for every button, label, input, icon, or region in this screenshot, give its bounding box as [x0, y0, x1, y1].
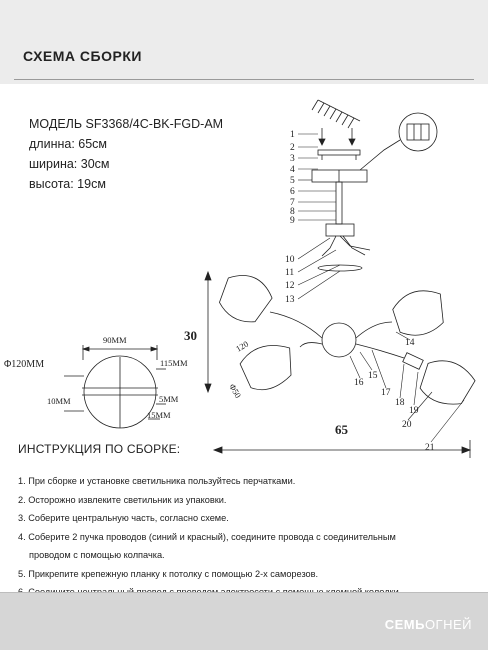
- instruction-step: 1. При сборке и установке светильника пользуйтесь перчатками.: [18, 476, 296, 486]
- svg-text:8: 8: [290, 207, 295, 217]
- svg-text:115MM: 115MM: [160, 358, 188, 368]
- height-spec: высота: 19см: [29, 177, 106, 191]
- length-spec: длинна: 65см: [29, 137, 108, 151]
- width-spec: ширина: 30см: [29, 157, 110, 171]
- instruction-step: 2. Осторожно извлеките светильник из упаковки.: [18, 494, 227, 505]
- part-labels-top: [285, 130, 295, 305]
- footer-divider: [0, 592, 488, 593]
- svg-text:5MM: 5MM: [159, 394, 179, 404]
- svg-text:11: 11: [285, 268, 295, 278]
- leader-lines-top: [298, 134, 340, 299]
- svg-text:3: 3: [290, 154, 295, 164]
- mounting-bar: [318, 150, 360, 155]
- svg-text:9: 9: [290, 216, 295, 226]
- svg-text:30: 30: [184, 328, 197, 343]
- svg-text:10: 10: [285, 255, 295, 265]
- svg-text:20: 20: [402, 420, 412, 430]
- center-rod: [336, 182, 342, 224]
- brand-bold: СЕМЬ: [384, 617, 425, 632]
- model-name: МОДЕЛЬ SF3368/4C-BK-FGD-AM: [29, 117, 224, 131]
- svg-text:17: 17: [381, 388, 391, 398]
- terminal-magnifier: [399, 113, 437, 151]
- brand-light: ОГНЕЙ: [424, 617, 472, 632]
- svg-text:90MM: 90MM: [103, 335, 127, 345]
- svg-text:15MM: 15MM: [147, 410, 171, 420]
- svg-text:13: 13: [285, 295, 295, 305]
- detail-dims: [4, 335, 188, 420]
- instruction-step: 5. Прикрепите крепежную планку к потолку с помощью 2-х саморезов.: [18, 568, 319, 579]
- overall-dims: [184, 328, 349, 437]
- svg-text:18: 18: [395, 398, 405, 408]
- svg-text:120: 120: [234, 338, 251, 354]
- connector-box: [326, 224, 354, 236]
- svg-text:65: 65: [335, 422, 348, 437]
- shade-dims: [227, 339, 250, 400]
- svg-text:15: 15: [368, 371, 378, 381]
- svg-text:12: 12: [285, 281, 295, 291]
- page-title: СХЕМА СБОРКИ: [23, 48, 142, 64]
- canopy: [312, 170, 367, 182]
- instructions-list: [18, 472, 401, 602]
- screw-icon: [319, 128, 355, 145]
- svg-text:5: 5: [290, 176, 295, 186]
- svg-text:14: 14: [405, 338, 415, 348]
- svg-text:19: 19: [409, 406, 419, 416]
- svg-text:7: 7: [290, 198, 295, 208]
- svg-text:6: 6: [290, 187, 295, 197]
- svg-text:Φ120MM: Φ120MM: [4, 359, 45, 370]
- brand-logo: [385, 617, 472, 632]
- svg-text:21: 21: [425, 443, 435, 453]
- svg-text:4: 4: [290, 165, 295, 175]
- instructions-title: ИНСТРУКЦИЯ ПО СБОРКЕ:: [18, 442, 181, 456]
- instruction-step: 3. Соберите центральную часть, согласно схеме.: [18, 513, 229, 523]
- svg-text:2: 2: [290, 143, 295, 153]
- instruction-step: 4. Соберите 2 пучка проводов (синий и красный), соедините провода с соединительным: [18, 531, 396, 542]
- svg-text:16: 16: [354, 378, 364, 388]
- ceiling-hatch: [312, 100, 360, 128]
- instruction-step-continued: проводом с помощью колпачка.: [29, 550, 165, 560]
- svg-text:1: 1: [290, 130, 295, 140]
- svg-text:10MM: 10MM: [47, 396, 71, 406]
- svg-text:Φ50: Φ50: [227, 382, 244, 400]
